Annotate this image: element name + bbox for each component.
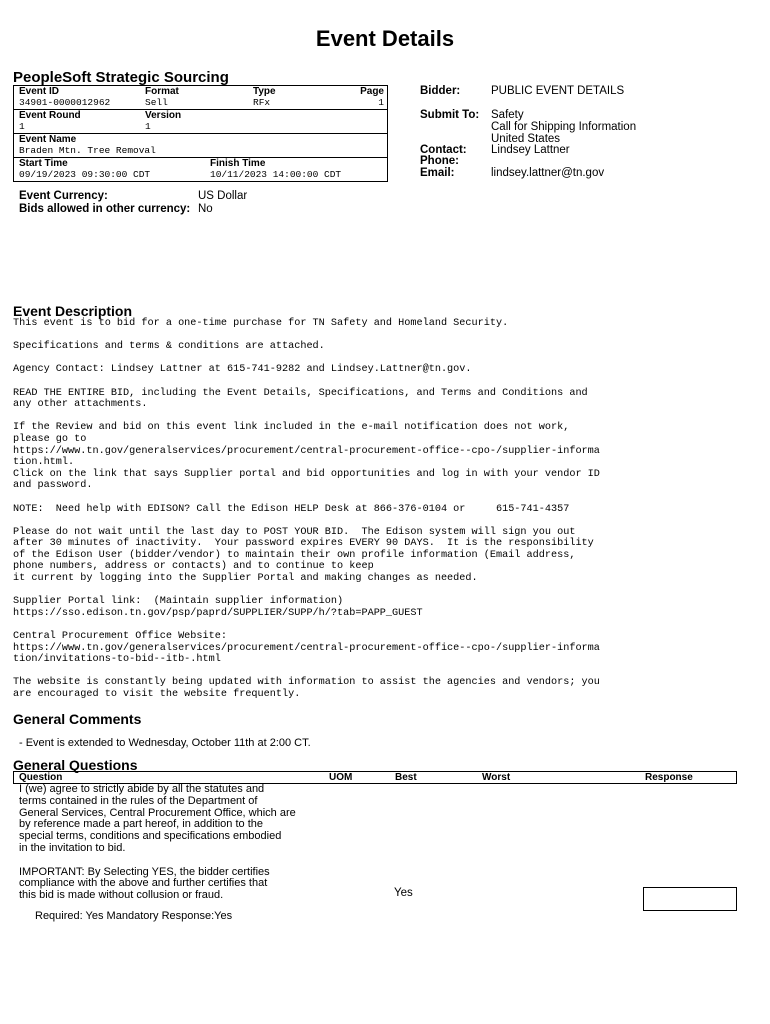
page-label: Page <box>360 86 384 97</box>
type-label: Type <box>253 86 276 97</box>
bids-other-currency-row <box>19 203 379 216</box>
phone-label: Phone: <box>420 155 459 167</box>
event-time-row <box>14 158 387 181</box>
col-worst: Worst <box>482 772 511 783</box>
general-questions-heading: General Questions <box>13 757 138 773</box>
sourcing-title: PeopleSoft Strategic Sourcing <box>13 69 229 86</box>
submit-to-line-3: United States <box>491 133 561 145</box>
submit-to-line-4: Lindsey Lattner <box>491 144 570 156</box>
general-comments-heading: General Comments <box>13 711 142 727</box>
event-name-cell <box>19 134 156 156</box>
event-id-value: 34901-0000012962 <box>19 97 111 108</box>
type-cell <box>253 86 276 108</box>
general-comment-text: - Event is extended to Wednesday, October 11th at 2:00 CT. <box>19 737 311 749</box>
start-time-cell <box>19 158 150 180</box>
event-description-heading: Event Description <box>13 303 133 319</box>
start-time-value: 09/19/2023 09:30:00 CDT <box>19 169 151 180</box>
bidder-value: PUBLIC EVENT DETAILS <box>491 85 625 97</box>
event-id-label: Event ID <box>19 86 60 97</box>
event-round-label: Event Round <box>19 110 81 121</box>
event-round-row <box>14 110 387 134</box>
bidder-label: Bidder: <box>420 85 461 97</box>
required-text: Required: Yes Mandatory Response:Yes <box>35 910 233 922</box>
event-name-value: Braden Mtn. Tree Removal <box>19 145 156 156</box>
response-input[interactable] <box>643 887 737 911</box>
bids-other-currency-value: No <box>198 203 213 215</box>
event-currency-row <box>19 190 379 203</box>
event-info-box <box>13 85 388 182</box>
event-round-value: 1 <box>19 121 25 132</box>
contact-label: Contact: <box>420 144 467 156</box>
event-name-row <box>14 134 387 158</box>
col-uom: UOM <box>329 772 353 783</box>
format-cell <box>145 86 179 108</box>
event-name-label: Event Name <box>19 134 77 145</box>
page-value: 1 <box>378 97 384 108</box>
page-title: Event Details <box>315 26 455 51</box>
event-currency-label: Event Currency: <box>19 190 108 202</box>
submit-to-label: Submit To: <box>420 109 480 121</box>
event-round-cell <box>19 110 81 132</box>
format-label: Format <box>145 86 179 97</box>
version-cell <box>145 110 181 132</box>
version-label: Version <box>145 110 182 121</box>
event-currency-value: US Dollar <box>198 190 248 202</box>
start-time-label: Start Time <box>19 158 68 169</box>
event-id-cell <box>19 86 110 108</box>
col-question: Question <box>19 772 63 783</box>
event-id-row <box>14 86 387 110</box>
currency-block <box>19 190 379 216</box>
submit-to-line-1: Safety <box>491 109 524 121</box>
page-cell <box>360 86 384 108</box>
best-value: Yes <box>394 887 413 899</box>
bids-other-currency-label: Bids allowed in other currency: <box>19 203 191 215</box>
format-value: Sell <box>145 97 168 108</box>
finish-time-value: 10/11/2023 14:00:00 CDT <box>210 169 342 180</box>
submit-to-line-2: Call for Shipping Information <box>491 121 637 133</box>
event-description-text: This event is to bid for a one-time purchase for TN Safety and Homeland Security. Specifications and terms & conditions are attached. Agency Contact: Lindsey Lattner at 615-741-9282 and Lindsey.Lattner@tn.gov. READ THE ENTIRE BID, including the Event Details, Specifications, and Terms and Conditions and any other attachments. If the Review and bid on this event link included in the e-mail notification does not work, please go to https://www.tn.gov/generalservices/procurement/central-procurement-office--cpo-/supplier-informa tion.html. Click on the link that says Supplier portal and bid opportunities and log in with your vendor ID and password. NOTE: Need help with EDISON? Call the Edison HELP Desk at 866-376-0104 or 615-741-4357 Please do not wait until the last day to POST YOUR BID. The Edison system will sign you out after 30 minutes of inactivity. Your password expires EVERY 90 DAYS. It is the responsibility of the Edison User (bidder/vendor) to maintain their own profile information (Email address, phone numbers, address or contacts) and to continue to keep it current by logging into the Supplier Portal and making changes as needed. Supplier Portal link: (Maintain supplier information) https://sso.edison.tn.gov/psp/paprd/SUPPLIER/SUPP/h/?tab=PAPP_GUEST Central Procurement Office Website: https://www.tn.gov/generalservices/procurement/central-procurement-office--cpo-/supplier-informa tion/invitations-to-bid--itb-.html The website is constantly being updated with information to assist the agencies and vendors; you are encouraged to visit the website frequently. <box>13 318 600 700</box>
email-label: Email: <box>420 167 455 179</box>
finish-time-cell <box>210 158 341 180</box>
question-text: I (we) agree to strictly abide by all the statutes and terms contained in the rules of the Department of General Services, Central Procurement Office, which are by reference made a part hereof, in addition to the special terms, conditions and specifications embodied in the invitation to bid. IMPORTANT: By Selecting YES, the bidder certifies compliance with the above and further certifies that this bid is made without collusion or fraud. <box>19 783 296 902</box>
type-value: RFx <box>253 97 271 108</box>
email-value[interactable]: lindsey.lattner@tn.gov <box>491 167 605 179</box>
version-value: 1 <box>145 121 151 132</box>
finish-time-label: Finish Time <box>210 158 266 169</box>
col-response: Response <box>645 772 693 783</box>
col-best: Best <box>395 772 417 783</box>
